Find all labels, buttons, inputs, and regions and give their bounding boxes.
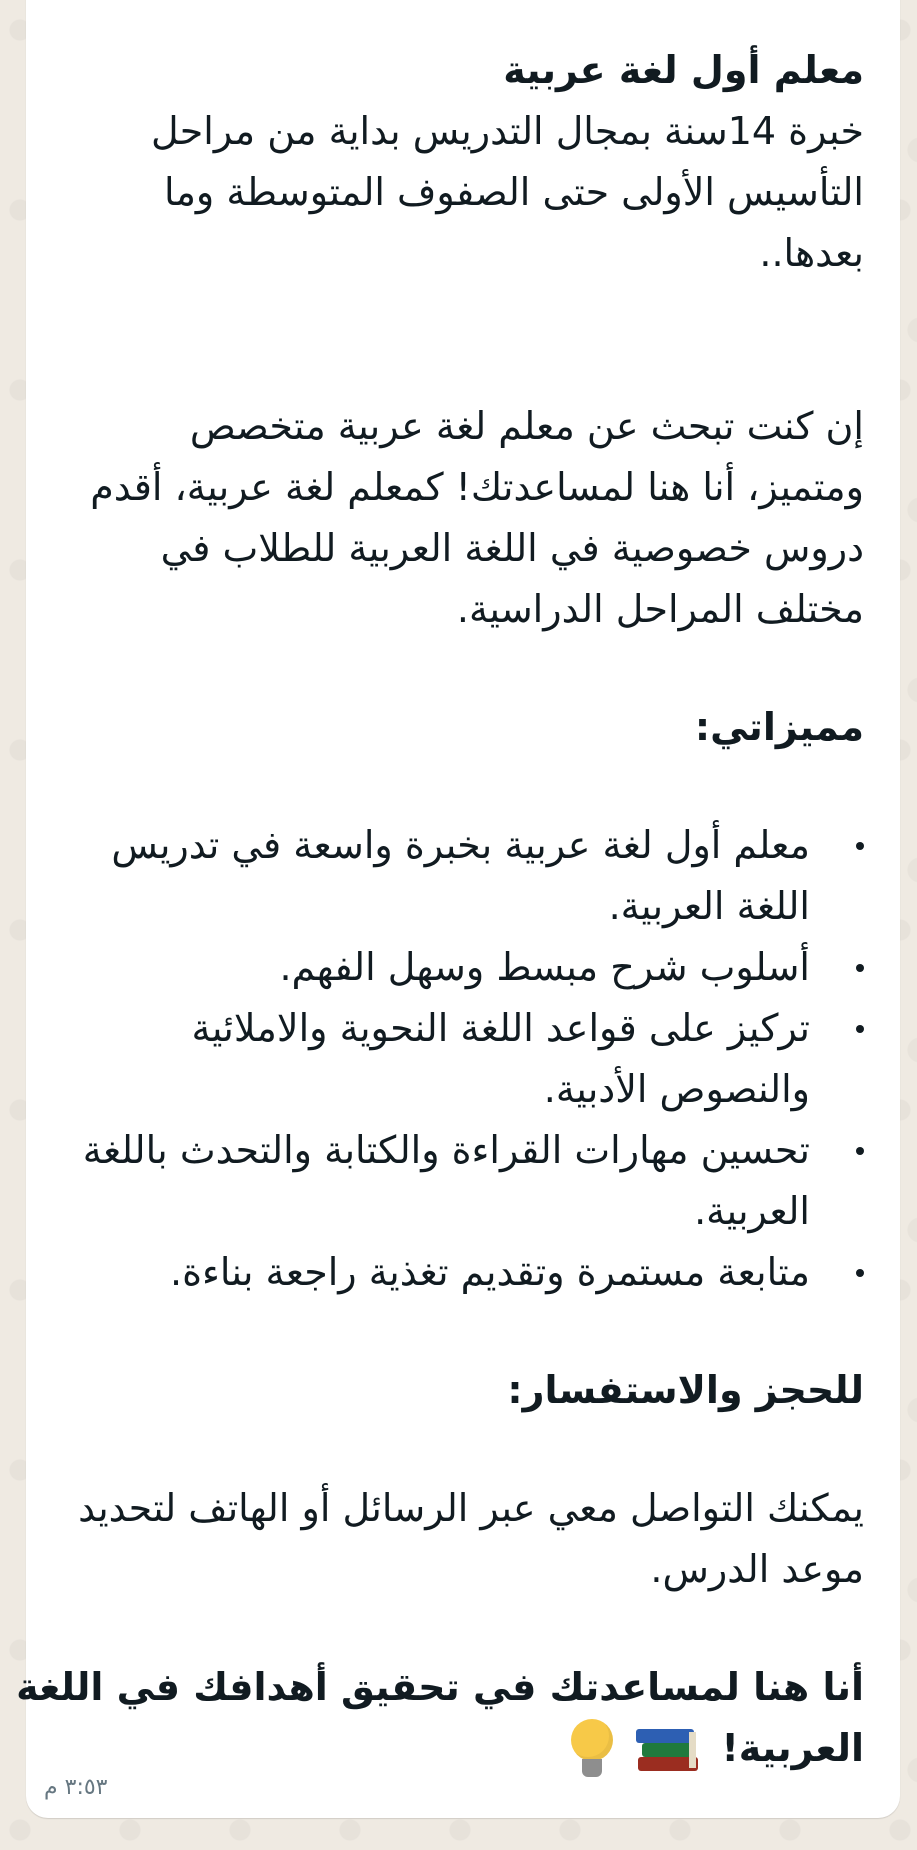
- features-list: [66, 815, 864, 1303]
- feature-item-2: [66, 937, 864, 998]
- intro-line-1: خبرة 14سنة بمجال التدريس بداية من مراحل: [151, 109, 864, 153]
- feature-item-3: [66, 998, 864, 1120]
- feature-line: اللغة العربية.: [608, 884, 810, 928]
- feature-line: العربية.: [694, 1189, 810, 1233]
- books-icon: [636, 1723, 702, 1779]
- feature-line: معلم أول لغة عربية بخبرة واسعة في تدريس: [111, 823, 810, 867]
- feature-line: متابعة مستمرة وتقديم تغذية راجعة بناءة.: [170, 1250, 810, 1294]
- feature-line: أسلوب شرح مبسط وسهل الفهم.: [279, 945, 810, 989]
- paragraph-line-4: مختلف المراحل الدراسية.: [456, 587, 864, 631]
- spacer: [66, 1421, 864, 1478]
- paragraph-line-3: دروس خصوصية في اللغة العربية للطلاب في: [160, 526, 864, 570]
- contact-line-2: موعد الدرس.: [650, 1547, 864, 1591]
- feature-line: والنصوص الأدبية.: [543, 1067, 810, 1111]
- spacer: [66, 758, 864, 815]
- bullet-icon: [856, 964, 864, 972]
- feature-item-4: [66, 1120, 864, 1242]
- message-bubble[interactable]: [16, 0, 900, 1818]
- paragraph-line-2: ومتميز، أنا هنا لمساعدتك! كمعلم لغة عربية، أقدم: [90, 465, 864, 509]
- bullet-icon: [856, 1147, 864, 1155]
- feature-line: تحسين مهارات القراءة والكتابة والتحدث باللغة: [82, 1128, 810, 1172]
- spacer: [66, 284, 864, 396]
- bullet-icon: [856, 1025, 864, 1033]
- features-heading: مميزاتي:: [694, 705, 864, 749]
- feature-item-5: [66, 1242, 864, 1303]
- intro-line-3: بعدها..: [759, 231, 864, 275]
- feature-item-1: [66, 815, 864, 937]
- intro-line-2: التأسيس الأولى حتى الصفوف المتوسطة وما: [164, 170, 864, 214]
- light-bulb-icon: [569, 1719, 615, 1783]
- bullet-icon: [856, 842, 864, 850]
- spacer: [66, 1303, 864, 1360]
- booking-heading: للحجز والاستفسار:: [507, 1368, 864, 1412]
- bullet-icon: [856, 1269, 864, 1277]
- spacer: [66, 640, 864, 697]
- message-title: معلم أول لغة عربية: [503, 48, 864, 92]
- closing-text: العربية!: [721, 1726, 864, 1770]
- paragraph-line-1: إن كنت تبحث عن معلم لغة عربية متخصص: [189, 404, 864, 448]
- closing-line-2: [66, 1718, 864, 1783]
- message-time: ٣:٥٣ م: [44, 1775, 108, 1800]
- spacer: [66, 1600, 864, 1657]
- closing-line-1: أنا هنا لمساعدتك في تحقيق أهدافك في اللغة: [16, 1665, 864, 1709]
- contact-line-1: يمكنك التواصل معي عبر الرسائل أو الهاتف لتحديد: [78, 1486, 864, 1530]
- feature-line: تركيز على قواعد اللغة النحوية والاملائية: [191, 1006, 810, 1050]
